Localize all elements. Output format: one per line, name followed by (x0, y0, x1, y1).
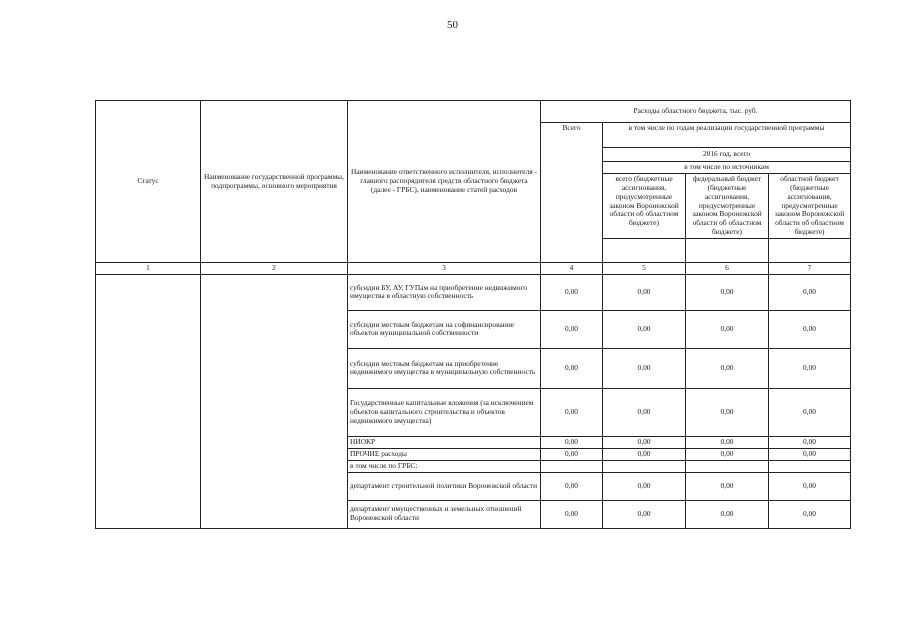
header-program: Наименование государственной программы, подпрограммы, основного мероприятия (201, 101, 348, 263)
header-spacer (686, 239, 769, 263)
row-name: департамент строительной политики Воронежской области (348, 472, 541, 500)
value-source-total: 0,00 (603, 348, 686, 388)
header-by-years: в том числе по годам реализации государственной программы (603, 123, 851, 148)
column-number: 5 (603, 263, 686, 275)
header-source-total: всего (бюджетные ассигнования, предусмотренные законом Воронежской области об областном бюджете) (603, 173, 686, 238)
value-total: 0,00 (541, 436, 603, 448)
value-federal: 0,00 (686, 436, 769, 448)
header-source-federal: федеральный бюджет (бюджетные ассигнования, предусмотренные законом Воронежской области об областном бюджете) (686, 173, 769, 238)
status-cell (96, 274, 201, 528)
table-row (96, 274, 851, 310)
value-federal: 0,00 (686, 472, 769, 500)
column-number: 1 (96, 263, 201, 275)
header-status: Статус (96, 101, 201, 263)
value-total: 0,00 (541, 274, 603, 310)
value-federal (686, 460, 769, 472)
row-name: субсидии местным бюджетам на приобретение недвижимого имущества в муниципальную собственность (348, 348, 541, 388)
value-source-total: 0,00 (603, 500, 686, 528)
value-total: 0,00 (541, 310, 603, 348)
budget-table (95, 100, 851, 529)
value-regional: 0,00 (769, 448, 851, 460)
header-source-regional: областной бюджет (бюджетные ассигнования, предусмотренные законом Воронежской области об областном бюджете) (769, 173, 851, 238)
value-regional: 0,00 (769, 274, 851, 310)
value-regional: 0,00 (769, 348, 851, 388)
header-by-sources: в том числе по источникам (603, 162, 851, 174)
value-source-total: 0,00 (603, 472, 686, 500)
value-source-total: 0,00 (603, 388, 686, 436)
value-federal: 0,00 (686, 310, 769, 348)
row-name: Государственные капитальные вложения (за исключением объектов капитального строительства и объектов недвижимого имущества) (348, 388, 541, 436)
row-name: субсидии местным бюджетам на софинансирование объектов муниципальной собственности (348, 310, 541, 348)
header-expenses: Расходы областного бюджета, тыс. руб. (541, 101, 851, 123)
value-regional: 0,00 (769, 436, 851, 448)
row-name: субсидии БУ, АУ, ГУПам на приобретение недвижимого имущества в областную собственность (348, 274, 541, 310)
header-spacer (769, 239, 851, 263)
value-regional: 0,00 (769, 472, 851, 500)
column-number: 2 (201, 263, 348, 275)
header-total: Всего (541, 123, 603, 263)
value-regional (769, 460, 851, 472)
value-total: 0,00 (541, 472, 603, 500)
value-federal: 0,00 (686, 388, 769, 436)
row-name: НИОКР (348, 436, 541, 448)
program-cell (201, 274, 348, 528)
value-total: 0,00 (541, 348, 603, 388)
column-number: 4 (541, 263, 603, 275)
row-name: в том числе по ГРБС: (348, 460, 541, 472)
value-regional: 0,00 (769, 310, 851, 348)
column-numbers-row (96, 263, 851, 275)
value-total (541, 460, 603, 472)
value-source-total: 0,00 (603, 310, 686, 348)
row-name: департамент имущественных и земельных отношений Воронежской области (348, 500, 541, 528)
row-name: ПРОЧИЕ расходы (348, 448, 541, 460)
header-executor: Наименование ответственного исполнителя, исполнителя - главного распорядителя средств областного бюджета (далее - ГРБС), наименование статей расходов (348, 101, 541, 263)
value-total: 0,00 (541, 388, 603, 436)
value-federal: 0,00 (686, 500, 769, 528)
value-federal: 0,00 (686, 448, 769, 460)
value-total: 0,00 (541, 500, 603, 528)
header-year: 2016 год, всего (603, 148, 851, 162)
value-federal: 0,00 (686, 348, 769, 388)
value-source-total (603, 460, 686, 472)
page-number: 50 (447, 19, 458, 31)
column-number: 7 (769, 263, 851, 275)
value-federal: 0,00 (686, 274, 769, 310)
value-regional: 0,00 (769, 388, 851, 436)
header-spacer (603, 239, 686, 263)
value-regional: 0,00 (769, 500, 851, 528)
value-source-total: 0,00 (603, 448, 686, 460)
value-total: 0,00 (541, 448, 603, 460)
value-source-total: 0,00 (603, 274, 686, 310)
value-source-total: 0,00 (603, 436, 686, 448)
column-number: 6 (686, 263, 769, 275)
column-number: 3 (348, 263, 541, 275)
